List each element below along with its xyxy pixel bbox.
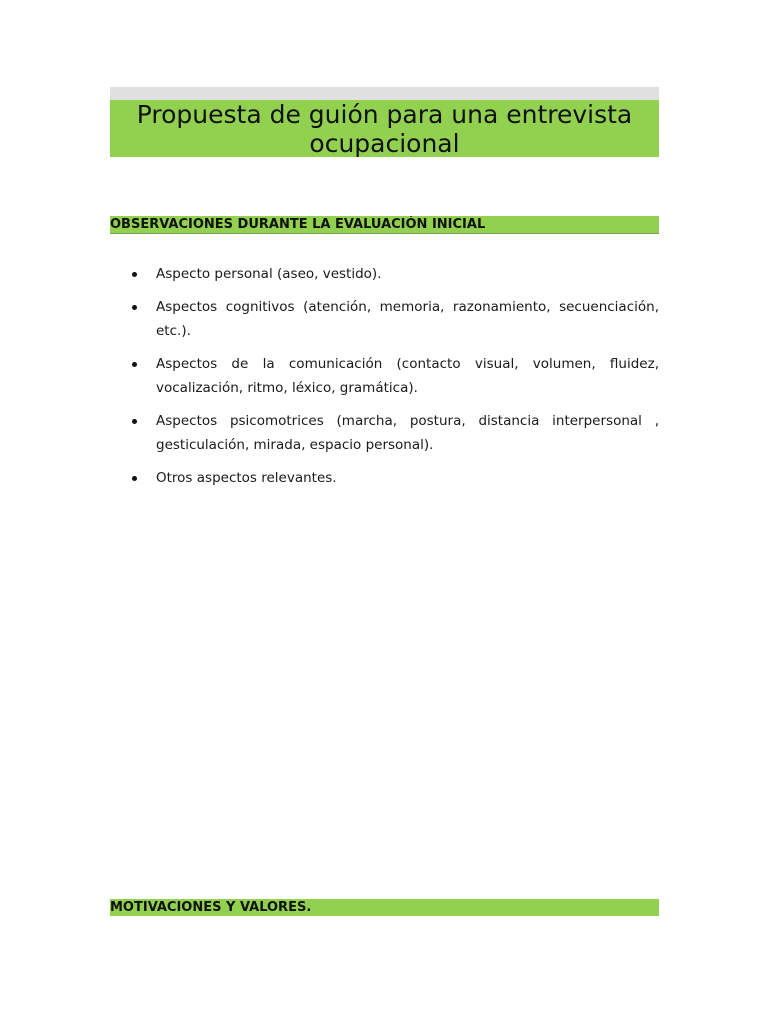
list-item — [110, 262, 659, 286]
bullet-icon — [132, 476, 137, 481]
list-item-text: Aspecto personal (aseo, vestido). — [156, 266, 382, 282]
list-item-text: Aspectos psicomotrices (marcha, postura, distancia interpersonal , gesticulación, mirada, espacio personal). — [156, 413, 659, 453]
list-item-text: Otros aspectos relevantes. — [156, 470, 337, 486]
document-title: Propuesta de guión para una entrevista ocupacional — [136, 99, 633, 158]
list-item — [110, 352, 659, 400]
section-heading-motivaciones: MOTIVACIONES Y VALORES. — [110, 899, 659, 916]
list-item — [110, 295, 659, 343]
bullet-icon — [132, 272, 137, 277]
list-item-text: Aspectos cognitivos (atención, memoria, razonamiento, secuenciación, etc.). — [156, 299, 659, 339]
title-band — [110, 100, 659, 157]
list-item — [110, 409, 659, 457]
list-item-text: Aspectos de la comunicación (contacto visual, volumen, fluidez, vocalización, ritmo, léxico, gramática). — [156, 356, 659, 396]
list-item — [110, 466, 659, 490]
title-top-strip — [110, 87, 659, 100]
observaciones-list — [110, 262, 659, 499]
bullet-icon — [132, 305, 137, 310]
section-heading-observaciones: OBSERVACIONES DURANTE LA EVALUACIÓN INICIAL — [110, 216, 659, 234]
bullet-icon — [132, 362, 137, 367]
bullet-icon — [132, 419, 137, 424]
